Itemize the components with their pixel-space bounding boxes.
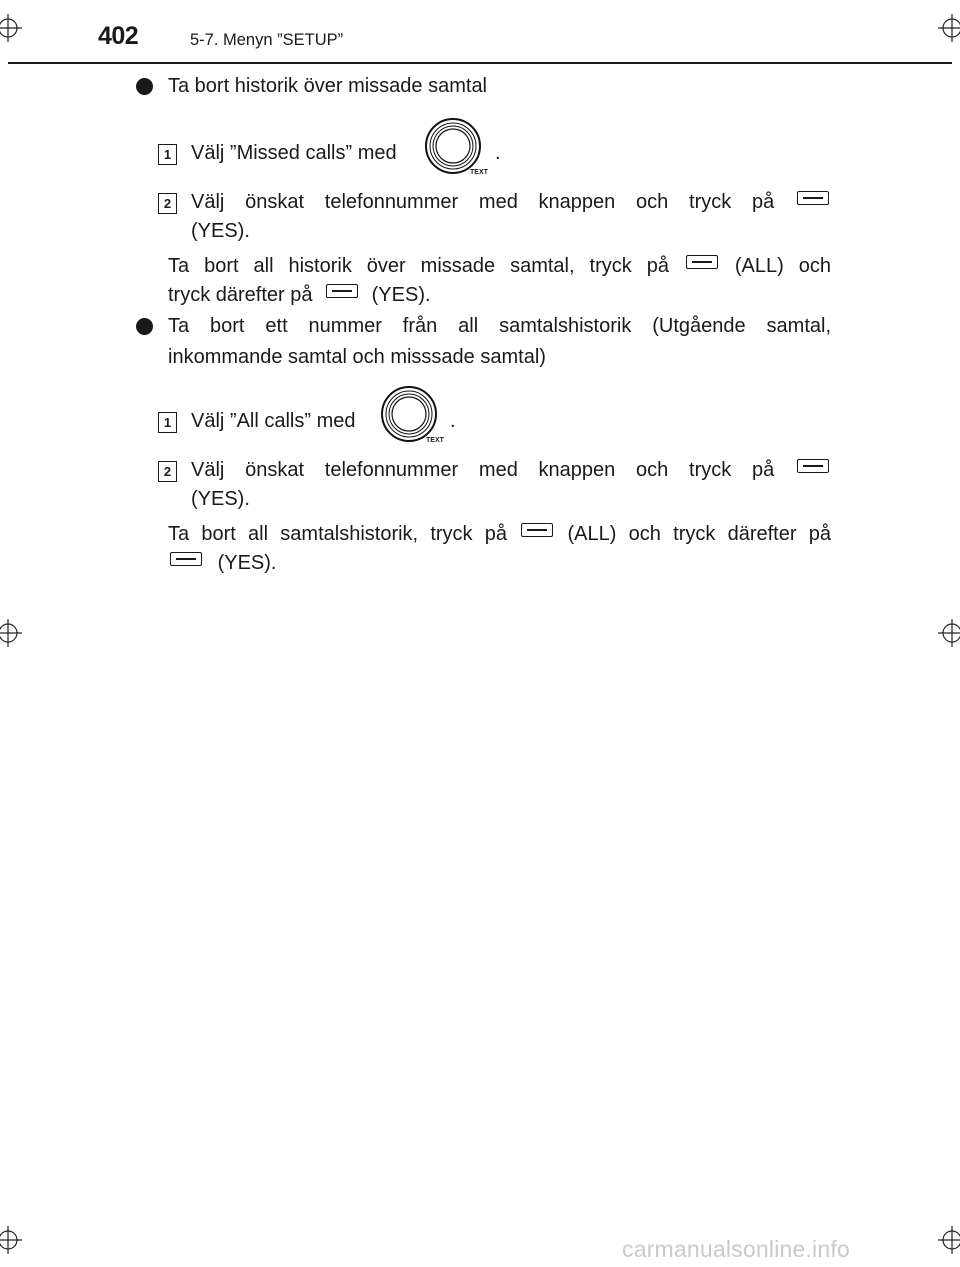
page-number: 402	[98, 22, 139, 50]
bullet-dot	[136, 78, 153, 95]
tune-knob-icon	[381, 386, 447, 446]
step-text: Välj ”All calls” med	[191, 410, 356, 432]
note-part: (YES).	[217, 552, 277, 574]
bullet-dot	[136, 318, 153, 335]
step-1-text	[191, 406, 355, 436]
step-number-2: 2	[158, 461, 177, 482]
note-part: Ta bort all historik över missade samtal, tryck på	[168, 255, 669, 277]
bullet-heading: Ta bort historik över missade samtal	[168, 75, 488, 97]
note-part: (YES).	[371, 284, 431, 306]
note-part: (ALL) och	[734, 255, 832, 277]
yes-key-icon	[326, 284, 358, 298]
bullet-heading-cont: inkommande samtal och misssade samtal)	[168, 346, 546, 368]
bullet-heading	[168, 311, 831, 341]
tune-knob-icon	[425, 118, 491, 178]
bullet-heading-line: Ta bort ett nummer från all samtalshistorik (Utgående samtal,	[168, 315, 831, 337]
note-text-cont	[168, 548, 276, 578]
step-text: Välj önskat telefonnummer med knappen och tryck på	[191, 459, 775, 481]
all-key-icon	[521, 523, 553, 537]
step-1-text	[191, 138, 397, 168]
yes-key-icon	[797, 191, 829, 205]
note-part: (ALL) och tryck därefter på	[567, 523, 831, 545]
step-text: Välj ”Missed calls” med	[191, 142, 397, 164]
note-text	[168, 519, 831, 549]
step-1-end: .	[495, 142, 501, 164]
knob-label: TEXT	[426, 437, 444, 444]
note-text	[168, 251, 831, 281]
all-key-icon	[686, 255, 718, 269]
step-number-2: 2	[158, 193, 177, 214]
step-2-text	[191, 455, 831, 485]
registration-mark-top-left	[0, 14, 22, 42]
note-part: Ta bort all samtalshistorik, tryck på	[168, 523, 508, 545]
note-text-cont	[168, 280, 431, 310]
note-part: tryck därefter på	[168, 284, 313, 306]
yes-key-icon	[797, 459, 829, 473]
step-number-1: 1	[158, 144, 177, 165]
registration-mark-mid-right	[938, 619, 960, 647]
watermark: carmanualsonline.info	[622, 1236, 850, 1262]
registration-mark-bottom-left	[0, 1226, 22, 1254]
step-2-text	[191, 187, 831, 217]
header-divider	[8, 62, 952, 64]
knob-label: TEXT	[470, 169, 488, 176]
yes-key-icon	[170, 552, 202, 566]
step-text: Välj önskat telefonnummer med knappen och tryck på	[191, 191, 775, 213]
registration-mark-mid-left	[0, 619, 22, 647]
step-2-text-cont: (YES).	[191, 488, 250, 510]
registration-mark-top-right	[938, 14, 960, 42]
registration-mark-bottom-right	[938, 1226, 960, 1254]
step-number-1: 1	[158, 412, 177, 433]
step-1-end: .	[450, 410, 456, 432]
step-2-text-cont: (YES).	[191, 220, 250, 242]
section-title: 5-7. Menyn ”SETUP”	[190, 31, 344, 49]
